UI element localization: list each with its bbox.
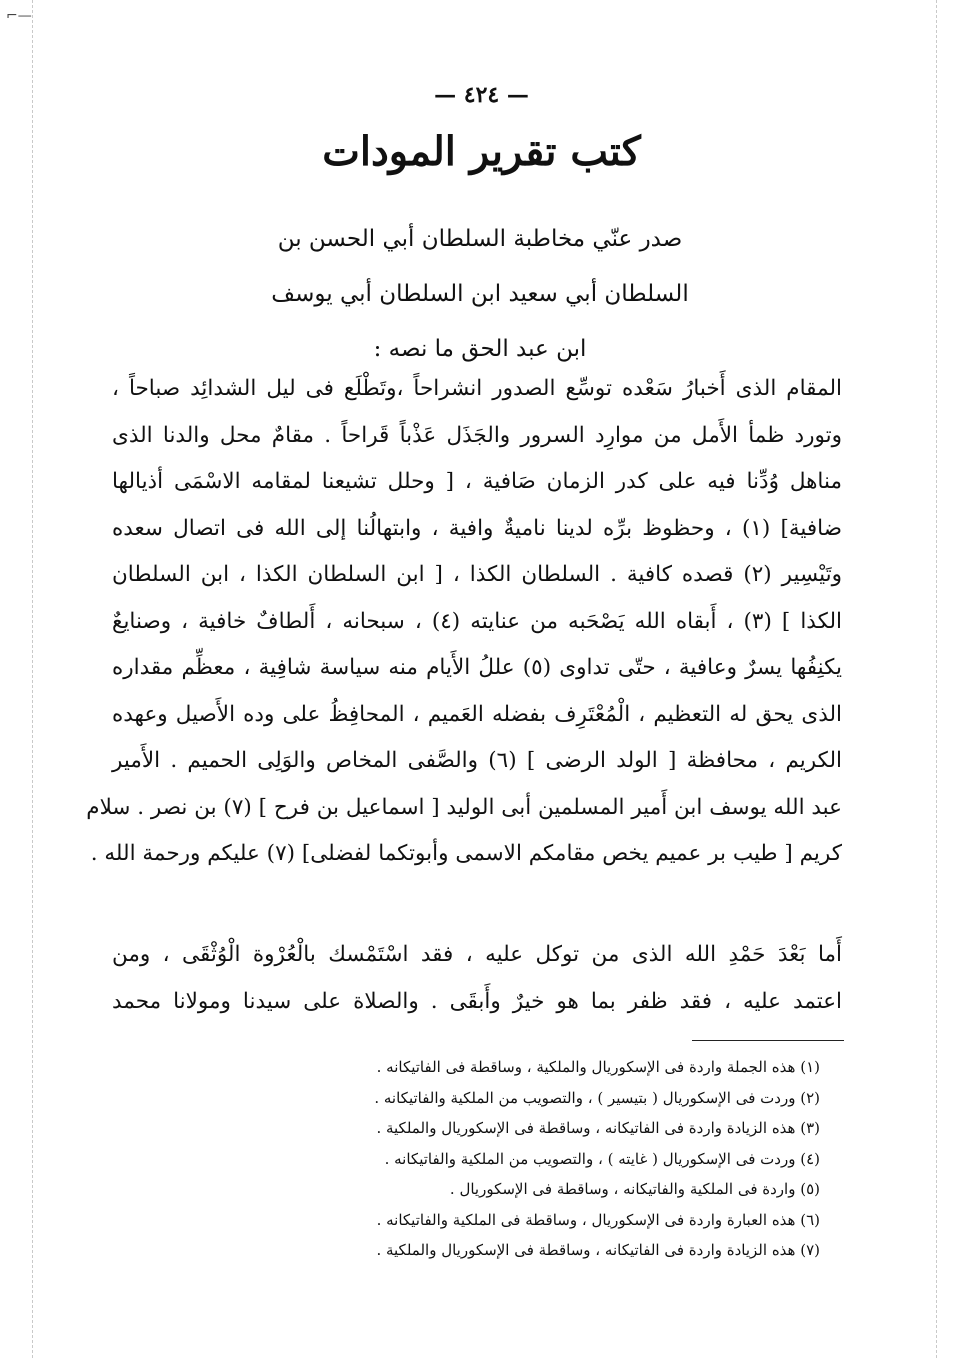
text-line: وتورد ظمأ الأَمل من موارِد السرور والجَذَل عَذْباً قَراحاً . مقامٌ محل والدنا الذى (112, 422, 842, 448)
subtitle (150, 212, 810, 377)
subtitle-line: ابن عبد الحق ما نصه : (373, 336, 587, 362)
footnote-separator (692, 1040, 844, 1041)
paragraph-1 (86, 366, 843, 878)
subtitle-line: السلطان أبي سعيد ابن السلطان أبي يوسف (271, 281, 689, 307)
right-scan-margin-line (936, 0, 937, 1358)
text-line: الكذا ] (٣) ، أَبقاه الله يَصْحَبه من عنايته (٤) ، سبحانه ، أَلطافٌ خافية ، وصنايعٌ (112, 608, 842, 634)
footnote: (٥) واردة فى الملكية والفاتيكانه ، وساقطة فى الإسكوريال . (449, 1180, 820, 1198)
text-line: يكنِفُها يسرٌ وعافية ، حتّى تداوى (٥) عللُ الأَيام منه سياسة شافِية ، معظِّم مقداره (112, 655, 843, 680)
footnote: (٣) هذه الزيادة واردة فى الفاتيكانه ، وساقطة فى الإسكوريال والملكية . (376, 1119, 820, 1137)
footnote: (٢) وردت فى الإسكوريال ( بتيسير ) ، والتصويب من الملكية والفاتيكانه . (374, 1088, 820, 1107)
footnote: (٦) هذه العبارة واردة فى الإسكوريال ، وساقطة فى الملكية والفاتيكانه . (376, 1210, 820, 1229)
footnote: (٤) وردت فى الإسكوريال ( غايته ) ، والتصويب من الملكية والفاتيكانه . (384, 1149, 820, 1168)
text-line: ضافية] (١) ، وحظوظ برِّه لدينا ناميةٌ وافية ، وابتهالُنا إلى الله فى اتصال سعده (112, 515, 842, 541)
text-line: اعتمد عليه ، فقد ظفر بما هو خيرٌ وأَبقَى . والصلاة على سيدنا ومولانا محمد (112, 988, 842, 1014)
text-line: وتَيْسِير (٢) قصده كافية . السلطان الكذا ، [ ابن السلطان الكذا ، ابن السلطان (112, 562, 843, 587)
paragraph-2 (112, 932, 842, 1025)
text-line: عبد الله يوسف ابن أَمير المسلمين أبى الوليد [ اسماعيل بن فرح ] (٧) بن نصر . سلام (86, 794, 842, 820)
footnote: (٧) هذه الزيادة واردة فى الفاتيكانه ، وساقطة فى الإسكوريال والملكية . (376, 1241, 820, 1259)
page-title: كتب تقرير المودات (322, 128, 641, 175)
text-line: الكريم ، محافظة [ الولد الرضى ] (٦) والصَّفى المخاص والوَلِى الحميم . الأَمير (112, 748, 842, 773)
left-scan-margin-line (32, 0, 33, 1358)
footnote: (١) هذه الجملة واردة فى الإسكوريال والملكية ، وساقطة فى الفاتيكانه . (376, 1058, 820, 1076)
text-line: مناهل وُدِّنا فيه على كدر الزمان صَافية ، [ وحلل تشيعنا لمقامه الاسْمَى أذيالها (112, 469, 842, 494)
text-line: كريم [ طيب بر عميم يخص مقامكم الاسمى وأبوتكما لفضلى] (٧) عليكم ورحمة الله . (90, 841, 842, 866)
text-line: أَما بَعْدَ حَمْدِ الله الذى من توكل عليه ، فقد اسْتَمْسك بالْعُرْوة الْوُثْقَى ، ومن (112, 942, 842, 967)
text-line: الذى يحق له التعظيم ، الْمُعْتَرِف بفضله العَميم ، المحافِظُ على وده الأَصيل وعهده (112, 701, 842, 727)
scan-corner-mark: ⌐— (6, 8, 32, 24)
page-number: — ٤٢٤ — (434, 82, 529, 108)
text-line: المقام الذى أَخبارُ سَعْده توسِّع الصدور انشراحاً ،وتَطْلَع فى ليل الشدائِد صباحاً ، (112, 376, 842, 401)
subtitle-line: صدر عنّي مخاطبة السلطان أبي الحسن بن (277, 226, 683, 252)
footnotes (190, 1052, 820, 1266)
